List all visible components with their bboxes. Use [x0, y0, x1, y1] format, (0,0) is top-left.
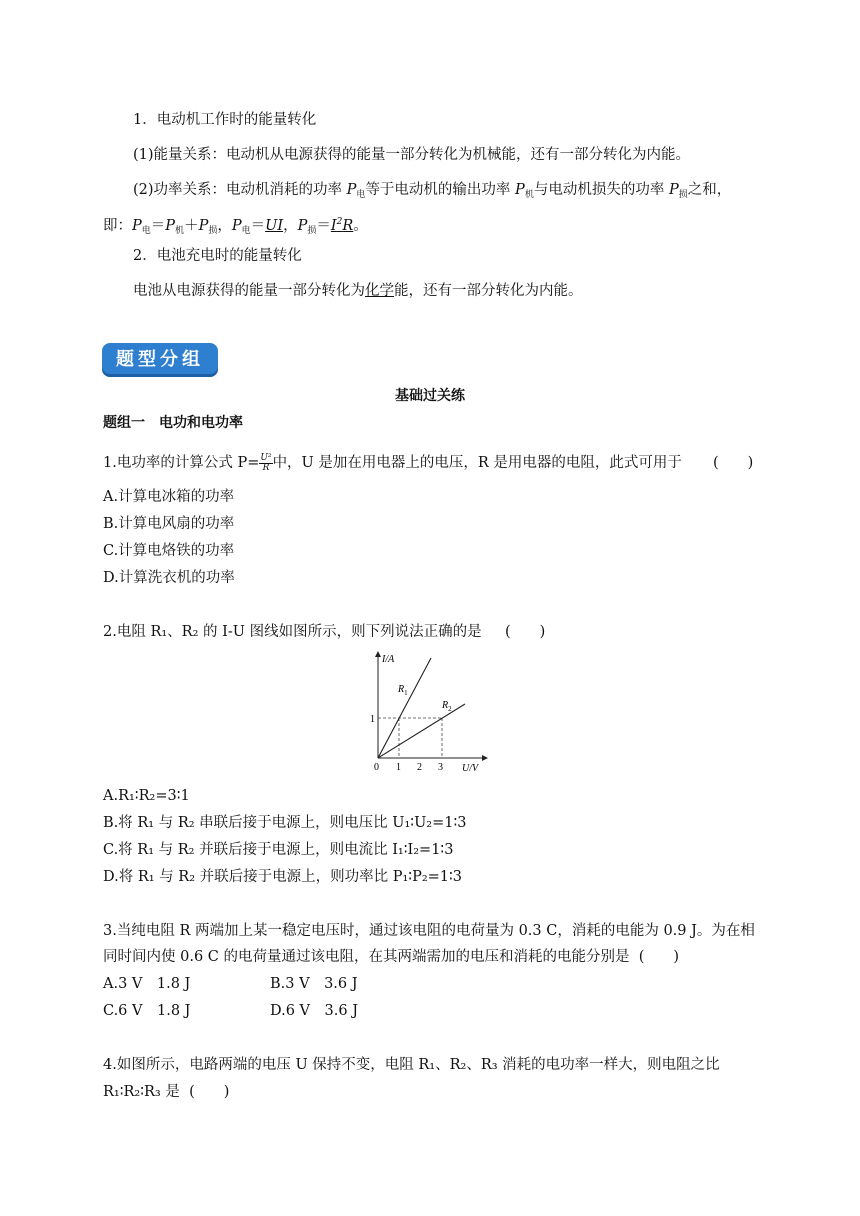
question-2-stem: 2.电阻 R₁、R₂ 的 I-U 图线如图所示，则下列说法正确的是: [103, 624, 482, 640]
line-r1: [378, 658, 431, 758]
question-3-option-c: C.6 V 1.8 J: [103, 1003, 191, 1019]
heading-motor-energy: 1．电动机工作时的能量转化: [133, 112, 317, 128]
question-1-option-b: B.计算电风扇的功率: [103, 516, 235, 532]
fraction-u2-over-r: $\frac{\text{U²}}{R}$: [260, 452, 272, 473]
x-tick-1: 1: [396, 762, 401, 773]
question-4-line-1: 4.如图所示，电路两端的电压 U 保持不变，电阻 R₁、R₂、R₃ 消耗的电功率一样大，则电阻之比: [103, 1057, 720, 1073]
x-tick-2: 2: [417, 762, 422, 773]
x-tick-3: 3: [438, 762, 443, 773]
question-1-option-c: C.计算电烙铁的功率: [103, 543, 235, 559]
x-tick-0: 0: [374, 762, 379, 773]
section-badge: 题型分组: [102, 343, 218, 377]
question-2-answer-paren: ( ): [505, 624, 546, 640]
question-1-option-a: A.计算电冰箱的功率: [103, 489, 235, 505]
paragraph-energy-relation: (1)能量关系：电动机从电源获得的能量一部分转化为机械能，还有一部分转化为内能。: [133, 147, 691, 163]
question-2-option-d: D.将 R₁ 与 R₂ 并联后接于电源上，则功率比 P₁∶P₂=1∶3: [103, 869, 463, 885]
paragraph-power-formulas: 即：$P_电=P_机+P_损$，$P_电=UI$，$P_损=I^2R$。: [103, 217, 368, 236]
paragraph-battery: 电池从电源获得的能量一部分转化为化学能，还有一部分转化为内能。: [133, 283, 583, 299]
paragraph-power-relation: (2)功率关系：电动机消耗的功率 $P_电$等于电动机的输出功率 $P_机$与电动机损失的功率 $P_损$之和，: [133, 182, 732, 200]
y-axis-label: I/A: [382, 654, 395, 665]
label-r2: $R_2$: [442, 700, 452, 713]
question-2-option-c: C.将 R₁ 与 R₂ 并联后接于电源上，则电流比 I₁∶I₂=1∶3: [103, 842, 454, 858]
section-title: 基础过关练: [395, 388, 465, 404]
iu-graph: [365, 650, 490, 775]
question-1-option-d: D.计算洗衣机的功率: [103, 570, 235, 586]
line-r2: [378, 704, 465, 758]
question-3-option-a: A.3 V 1.8 J: [103, 976, 191, 992]
question-2-option-a: A.R₁∶R₂=3∶1: [103, 788, 190, 804]
question-3-line-1: 3.当纯电阻 R 两端加上某一稳定电压时，通过该电阻的电荷量为 0.3 C，消耗的电能为 0.9 J。为在相: [103, 923, 755, 939]
group-title: 题组一 电功和电功率: [103, 415, 243, 431]
question-3-option-d: D.6 V 3.6 J: [270, 1003, 359, 1019]
question-1-answer-paren: ( ): [713, 455, 754, 471]
label-r1: $R_1$: [398, 684, 408, 697]
heading-battery-charging: 2．电池充电时的能量转化: [133, 248, 302, 264]
y-tick-1: 1: [370, 714, 375, 725]
question-1-stem: 1.电功率的计算公式 P= $\frac{\text{U²}}{R}$ 中，U 是加在用电器上的电压，R 是用电器的电阻，此式可用于: [103, 452, 682, 473]
x-axis-label: U/V: [462, 763, 479, 774]
question-4-line-2: R₁∶R₂∶R₃ 是 ( ): [103, 1084, 230, 1100]
question-3-line-2: 同时间内使 0.6 C 的电荷量通过该电阻，在其两端需加的电压和消耗的电能分别是 ( ): [103, 949, 680, 965]
question-2-option-b: B.将 R₁ 与 R₂ 串联后接于电源上，则电压比 U₁∶U₂=1∶3: [103, 815, 467, 831]
question-3-option-b: B.3 V 3.6 J: [270, 976, 358, 992]
